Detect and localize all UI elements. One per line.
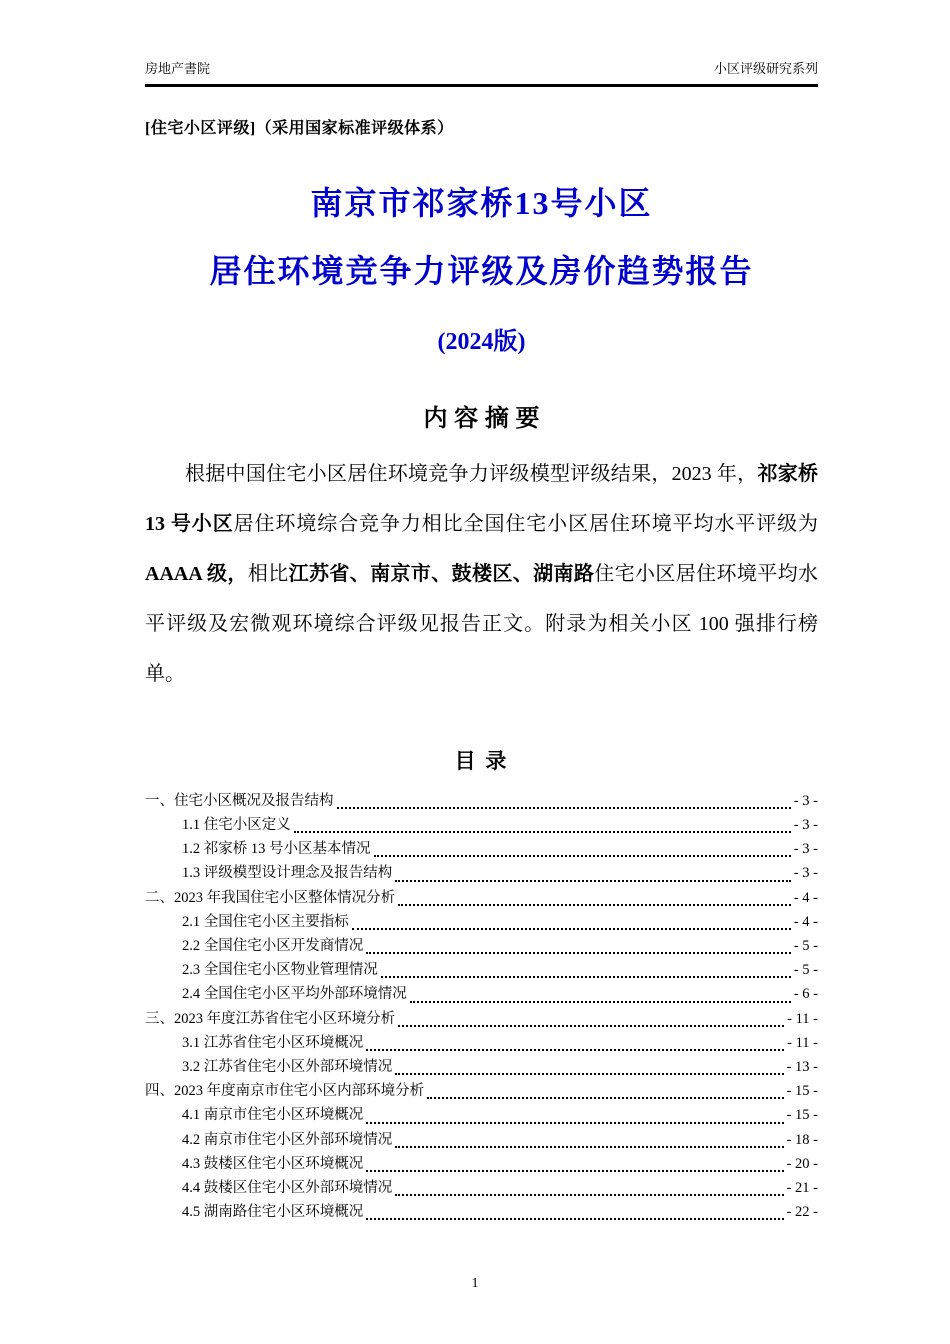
toc-leader-dots bbox=[398, 904, 791, 906]
toc-item[interactable] bbox=[145, 813, 818, 837]
toc-leader-dots bbox=[366, 1122, 783, 1124]
report-title-line1: 南京市祁家桥13号小区 bbox=[310, 185, 653, 221]
toc-item[interactable] bbox=[145, 1200, 818, 1224]
toc-item-page: - 18 - bbox=[786, 1131, 818, 1148]
toc-item[interactable] bbox=[145, 982, 818, 1006]
abstract-segment: 居住环境综合竞争力相比全国住宅小区居住环境平均水平评级为 bbox=[233, 512, 819, 535]
toc-item-label: 四、2023 年度南京市住宅小区内部环境分析 bbox=[145, 1083, 425, 1100]
toc-item-label: 2.1 全国住宅小区主要指标 bbox=[182, 913, 349, 930]
toc-item-label: 3.2 江苏省住宅小区外部环境情况 bbox=[182, 1059, 393, 1076]
page-footer bbox=[0, 1276, 950, 1292]
abstract-segment: 祁家桥 13 号小区 bbox=[145, 462, 819, 535]
abstract-segment: 住宅小区居住环境平均水平评级及宏微观环境综合评级见报告正文。附录为相关小区 100 强排行榜单。 bbox=[145, 562, 819, 685]
page-header bbox=[145, 58, 818, 87]
abstract-heading: 内 容 摘 要 bbox=[423, 404, 540, 432]
toc-item[interactable] bbox=[145, 934, 818, 958]
toc-heading: 目 录 bbox=[454, 749, 509, 773]
toc-item-page: - 13 - bbox=[786, 1059, 818, 1076]
toc-item[interactable] bbox=[145, 958, 818, 982]
report-edition: (2024版) bbox=[437, 328, 526, 355]
toc-item[interactable] bbox=[145, 1031, 818, 1055]
toc-item-page: - 22 - bbox=[786, 1204, 818, 1221]
toc-item[interactable] bbox=[145, 861, 818, 885]
toc-item-label: 4.4 鼓楼区住宅小区外部环境情况 bbox=[182, 1180, 393, 1197]
toc-item[interactable] bbox=[145, 1007, 818, 1031]
toc-item-label: 1.1 住宅小区定义 bbox=[182, 816, 291, 833]
toc-item-page: - 4 - bbox=[793, 889, 818, 906]
abstract-paragraph bbox=[145, 449, 818, 699]
toc-leader-dots bbox=[395, 880, 791, 882]
toc-leader-dots bbox=[337, 807, 791, 809]
toc-item[interactable] bbox=[145, 886, 818, 910]
toc-leader-dots bbox=[410, 1001, 791, 1003]
toc-leader-dots bbox=[366, 1218, 783, 1220]
toc-leader-dots bbox=[395, 1073, 783, 1075]
toc-leader-dots bbox=[395, 1146, 783, 1148]
toc-item-page: - 20 - bbox=[786, 1155, 818, 1172]
abstract-segment: 江苏省、南京市、鼓楼区、湖南路 bbox=[288, 562, 595, 585]
toc-item-page: - 3 - bbox=[793, 841, 818, 858]
toc-item-page: - 3 - bbox=[793, 792, 818, 809]
toc-leader-dots bbox=[366, 1170, 783, 1172]
toc-item-label: 2.2 全国住宅小区开发商情况 bbox=[182, 938, 364, 954]
toc-leader-dots bbox=[398, 1025, 784, 1027]
toc-item-page: - 4 - bbox=[793, 913, 818, 930]
toc-item[interactable] bbox=[145, 910, 818, 934]
abstract-segment: AAAA 级， bbox=[145, 562, 248, 585]
toc-leader-dots bbox=[366, 1049, 784, 1051]
toc-item-label: 二、2023 年我国住宅小区整体情况分析 bbox=[145, 889, 396, 906]
report-title-line2: 居住环境竞争力评级及房价趋势报告 bbox=[209, 253, 754, 290]
toc-item-label: 4.5 湖南路住宅小区环境概况 bbox=[182, 1204, 364, 1221]
toc-item[interactable] bbox=[145, 1128, 818, 1152]
toc-item-page: - 5 - bbox=[793, 962, 818, 979]
toc-leader-dots bbox=[366, 952, 791, 954]
toc-item[interactable] bbox=[145, 1176, 818, 1200]
toc-item-page: - 15 - bbox=[786, 1107, 818, 1124]
toc-item[interactable] bbox=[145, 789, 818, 813]
toc-item-label: 4.1 南京市住宅小区环境概况 bbox=[182, 1107, 364, 1124]
page-number: 1 bbox=[471, 1276, 479, 1291]
abstract-segment: 根据中国住宅小区居住环境竞争力评级模型评级结果，2023 年， bbox=[185, 462, 758, 485]
toc-leader-dots bbox=[352, 928, 791, 930]
toc-item-page: - 5 - bbox=[793, 938, 818, 954]
toc-item-page: - 11 - bbox=[787, 1034, 818, 1051]
toc-item[interactable] bbox=[145, 837, 818, 861]
toc-item-label: 三、2023 年度江苏省住宅小区环境分析 bbox=[145, 1010, 396, 1027]
toc-leader-dots bbox=[381, 976, 791, 978]
toc-leader-dots bbox=[395, 1194, 783, 1196]
toc-item[interactable] bbox=[145, 1055, 818, 1079]
toc-leader-dots bbox=[374, 855, 791, 857]
toc-item-label: 2.4 全国住宅小区平均外部环境情况 bbox=[182, 986, 407, 1003]
toc-item-page: - 21 - bbox=[786, 1180, 818, 1197]
toc-item-page: - 15 - bbox=[786, 1083, 818, 1100]
toc-item-label: 4.3 鼓楼区住宅小区环境概况 bbox=[182, 1155, 364, 1172]
toc-leader-dots bbox=[294, 831, 791, 833]
toc-item-page: - 3 - bbox=[793, 816, 818, 833]
toc-item-page: - 11 - bbox=[787, 1010, 818, 1027]
header-left-text: 房地产書院 bbox=[145, 61, 211, 76]
toc-item-page: - 6 - bbox=[793, 986, 818, 1003]
toc-list bbox=[145, 789, 818, 1225]
toc-leader-dots bbox=[427, 1097, 783, 1099]
toc-item[interactable] bbox=[145, 1079, 818, 1103]
toc-item[interactable] bbox=[145, 1103, 818, 1127]
report-series-label: [住宅小区评级]（采用国家标准评级体系） bbox=[145, 120, 454, 137]
toc-item[interactable] bbox=[145, 1152, 818, 1176]
toc-item-label: 1.3 评级模型设计理念及报告结构 bbox=[182, 865, 393, 882]
toc-item-label: 一、住宅小区概况及报告结构 bbox=[145, 792, 334, 809]
toc-item-label: 1.2 祁家桥 13 号小区基本情况 bbox=[182, 841, 371, 858]
toc-item-page: - 3 - bbox=[793, 865, 818, 882]
header-right-text: 小区评级研究系列 bbox=[713, 61, 818, 76]
toc-item-label: 4.2 南京市住宅小区外部环境情况 bbox=[182, 1131, 393, 1148]
toc-item-label: 2.3 全国住宅小区物业管理情况 bbox=[182, 962, 378, 979]
toc-item-label: 3.1 江苏省住宅小区环境概况 bbox=[182, 1034, 364, 1051]
abstract-segment: 相比 bbox=[247, 562, 289, 585]
